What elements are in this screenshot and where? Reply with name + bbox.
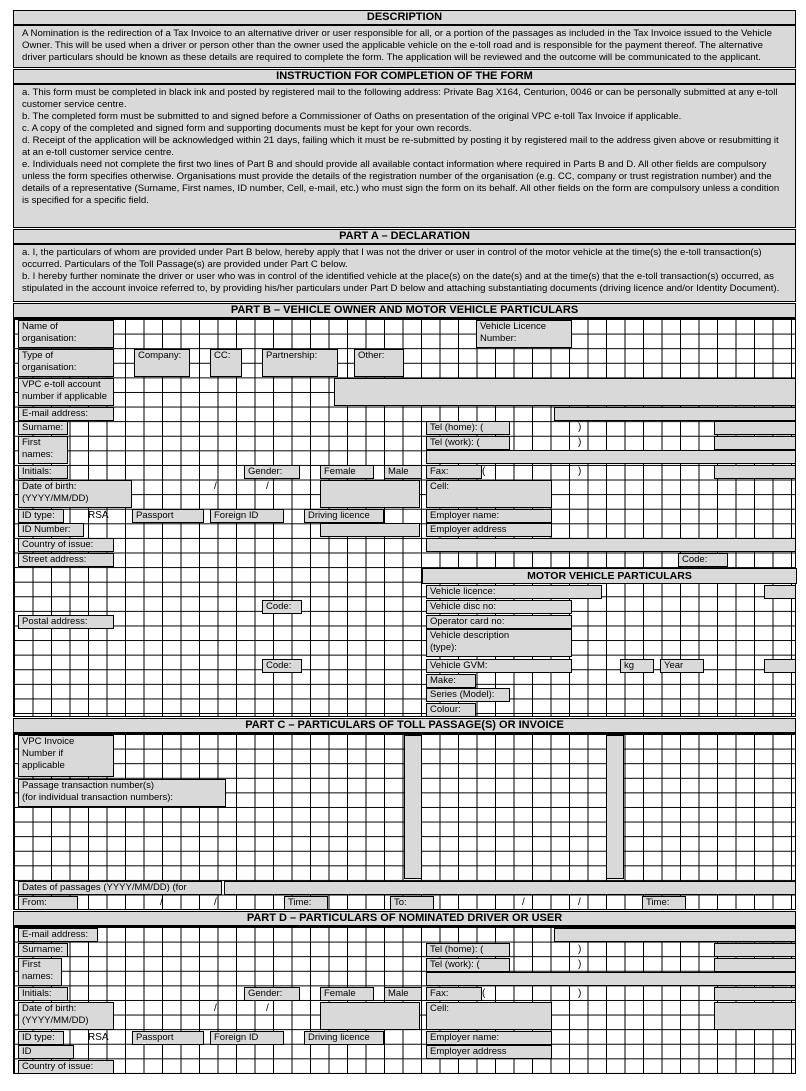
street-code-label: Code:	[678, 553, 728, 567]
employer-address-label: Employer address	[426, 523, 552, 537]
make-label: Make:	[426, 674, 476, 688]
d-tel-work-label: Tel (work): (	[426, 958, 510, 972]
d-dob-slash-1: /	[214, 1003, 217, 1014]
d-id-foreign-label: Foreign ID	[210, 1031, 284, 1045]
gender-label: Gender:	[244, 465, 300, 479]
declaration-b: b. I hereby further nominate the driver or user who was in control of the identified vehicle at the place(s) on the date(s) and at the time(s) that the e-toll transaction(s) occurred, as stipulated in the account invoice referred to, by providing his/her particulars under Part D below and attaching substantiating documents (driving licence and/or Identity Document).	[22, 271, 780, 294]
d-id-driving-licence-label: Driving licence	[304, 1031, 384, 1045]
part-a-text	[13, 244, 796, 302]
part-c-heading: PART C – PARTICULARS OF TOLL PASSAGE(S) OR INVOICE	[13, 718, 796, 733]
declaration-a: a. I, the particulars of whom are provided under Part B below, hereby apply that I was not the driver or user in control of the motor vehicle at the time(s) the e-toll transaction(s) occurred. Particulars of the Toll Passage(s) are provided under Part C below.	[22, 247, 762, 270]
d-country-label: Country of issue:	[18, 1060, 114, 1074]
to-slash-2: /	[578, 897, 581, 908]
year-label: Year	[660, 659, 704, 673]
d-gender-label: Gender:	[244, 987, 300, 1001]
part-c-separator-1	[404, 735, 422, 879]
male-label: Male	[384, 465, 422, 479]
dob-shade	[320, 480, 420, 508]
postal-code-label: Code:	[262, 659, 302, 673]
d-fax-label: Fax:	[426, 987, 482, 1001]
cc-label: CC:	[210, 349, 242, 377]
d-tel-work-close: )	[578, 959, 582, 970]
tel-home-shade	[714, 421, 796, 435]
part-d-heading: PART D – PARTICULARS OF NOMINATED DRIVER OR USER	[13, 911, 796, 926]
tel-home-close: )	[578, 422, 582, 433]
d-tel-home-close: )	[578, 944, 582, 955]
year-shade	[764, 659, 796, 673]
d-dob-slash-2: /	[266, 1003, 269, 1014]
d-tel-work-shade	[714, 958, 796, 972]
d-female-label: Female	[320, 987, 374, 1001]
fax-shade	[714, 465, 796, 479]
vehicle-disc-label: Vehicle disc no:	[426, 600, 572, 614]
d-tel-home-label: Tel (home): (	[426, 943, 510, 957]
from-time-label: Time:	[284, 896, 328, 910]
female-label: Female	[320, 465, 374, 479]
dob-slash-1: /	[214, 481, 217, 492]
description-text: A Nomination is the redirection of a Tax Invoice to an alternative driver or user responsible for all, or a portion of the passages as included in the Tax Invoice issued to the Vehicle Owner. This will be used when a driver or person other than the owner used the applicable vehicle on the e-toll road and is responsible for the payment thereof. The alternative driver particulars should be known as these details are required to complete the form. The application will be reviewed and the outcome will be communicated to the applicant.	[13, 25, 796, 68]
from-label: From:	[18, 896, 78, 910]
street-address-label: Street address:	[18, 553, 114, 567]
instruction-e: e. Individuals need not complete the first two lines of Part B and should provide all available contact information where required in Parts B and D. All other fields are compulsory unless the form specifies otherwise. Organisations must provide the details of the registration number of the organisation (e.g. CC, company or trust registration number) and the details of a representative (Surname, First names, ID number, Cell, e-mail, etc.) who must sign the form on its behalf. All other fields on the form are compulsory unless a condition is specified for a specific field.	[22, 159, 780, 206]
id-rsa-label: RSA	[88, 510, 109, 521]
id-passport-label: Passport	[132, 509, 204, 523]
vpc-account-label: VPC e-toll account number if applicable	[18, 378, 114, 406]
tel-home-label: Tel (home): (	[426, 421, 510, 435]
partnership-label: Partnership:	[262, 349, 338, 377]
instructions-heading: INSTRUCTION FOR COMPLETION OF THE FORM	[13, 69, 796, 84]
instruction-c: c. A copy of the completed and signed form and supporting documents must be kept for your own records.	[22, 123, 472, 134]
vehicle-gvm-label: Vehicle GVM:	[426, 659, 572, 673]
motor-vehicle-heading: MOTOR VEHICLE PARTICULARS	[422, 568, 797, 584]
id-number-shade	[320, 523, 420, 537]
vehicle-licence-number-label: Vehicle Licence Number:	[476, 320, 572, 348]
d-surname-label: Surname:	[18, 943, 68, 957]
from-slash-1: /	[160, 897, 163, 908]
vpc-account-shade	[334, 378, 796, 406]
d-employer-name-label: Employer name:	[426, 1031, 552, 1045]
instructions-text	[13, 84, 796, 228]
d-id-passport-label: Passport	[132, 1031, 204, 1045]
d-id-type-label: ID type:	[18, 1031, 64, 1045]
org-name-label: Name of organisation:	[18, 320, 114, 348]
part-d-grid[interactable]	[13, 926, 796, 1074]
part-b-heading: PART B – VEHICLE OWNER AND MOTOR VEHICLE PARTICULARS	[13, 303, 796, 318]
d-dob-shade	[320, 1002, 420, 1030]
d-initials-label: Initials:	[18, 987, 68, 1001]
dob-label: Date of birth: (YYYY/MM/DD)	[18, 480, 132, 508]
id-number-label: ID Number:	[18, 523, 84, 537]
other-label: Other:	[354, 349, 404, 377]
cell-label: Cell:	[426, 480, 552, 508]
passage-dates-label: Dates of passages (YYYY/MM/DD) (for	[18, 881, 222, 895]
d-cell-label: Cell:	[426, 1002, 552, 1030]
d-email-label: E-mail address:	[18, 928, 98, 942]
to-label: To:	[390, 896, 434, 910]
d-first-names-label: First names:	[18, 958, 62, 986]
to-time-label: Time:	[642, 896, 686, 910]
dob-slash-2: /	[266, 481, 269, 492]
operator-card-label: Operator card no:	[426, 615, 572, 629]
vpc-invoice-label: VPC Invoice Number if applicable	[18, 735, 114, 777]
company-label: Company:	[134, 349, 190, 377]
d-names-shade	[426, 972, 796, 986]
instruction-d: d. Receipt of the application will be acknowledged within 21 days, failing which it must be re-submitted by posting it by registered mail to the address given above or resubmitting it at an e-toll customer service centre.	[22, 135, 779, 158]
fax-open: (	[482, 466, 486, 477]
gvm-kg-label: kg	[620, 659, 654, 673]
series-label: Series (Model):	[426, 688, 510, 702]
part-a-heading: PART A – DECLARATION	[13, 229, 796, 244]
d-tel-home-shade	[714, 943, 796, 957]
email-label: E-mail address:	[18, 407, 114, 421]
d-fax-open: (	[482, 988, 486, 999]
email-shade	[554, 407, 796, 421]
tel-work-label: Tel (work): (	[426, 436, 510, 450]
from-slash-2: /	[214, 897, 217, 908]
d-id-number-label: ID	[18, 1045, 74, 1059]
to-slash-1: /	[522, 897, 525, 908]
surname-label: Surname:	[18, 421, 68, 435]
initials-label: Initials:	[18, 465, 68, 479]
d-fax-close: )	[578, 988, 582, 999]
d-cell-shade	[714, 1002, 796, 1030]
passage-transaction-label: Passage transaction number(s) (for individual transaction numbers):	[18, 779, 226, 807]
part-b-grid[interactable]	[13, 318, 796, 717]
street-code-2-label: Code:	[262, 600, 302, 614]
description-heading: DESCRIPTION	[13, 10, 796, 25]
id-type-label: ID type:	[18, 509, 64, 523]
d-id-rsa-label: RSA	[88, 1032, 109, 1043]
org-type-label: Type of organisation:	[18, 349, 114, 377]
d-fax-shade	[714, 987, 796, 1001]
d-employer-address-label: Employer address	[426, 1045, 552, 1059]
tel-work-close: )	[578, 437, 582, 448]
d-male-label: Male	[384, 987, 422, 1001]
vehicle-description-label: Vehicle description (type):	[426, 629, 572, 657]
first-names-label: First names:	[18, 436, 68, 464]
vehicle-licence-shade	[764, 585, 796, 599]
country-label: Country of issue:	[18, 538, 114, 552]
instruction-b: b. The completed form must be submitted to and signed before a Commissioner of Oaths on presentation of the original VPC e-toll Tax Invoice if applicable.	[22, 111, 682, 122]
instruction-a: a. This form must be completed in black ink and posted by registered mail to the following address: Private Bag X164, Centurion, 0046 or can be personally submitted at any e-toll customer service centre.	[22, 87, 778, 110]
part-c-grid[interactable]	[13, 733, 796, 910]
postal-address-label: Postal address:	[18, 615, 114, 629]
colour-label: Colour:	[426, 703, 476, 717]
employer-name-label: Employer name:	[426, 509, 552, 523]
passage-dates-shade	[224, 881, 796, 895]
employer-shade	[426, 538, 796, 552]
names-shade	[426, 450, 796, 464]
id-driving-licence-label: Driving licence	[304, 509, 384, 523]
vehicle-licence-label: Vehicle licence:	[426, 585, 602, 599]
id-foreign-label: Foreign ID	[210, 509, 284, 523]
fax-label: Fax:	[426, 465, 482, 479]
part-c-separator-2	[606, 735, 624, 879]
d-email-shade	[554, 928, 796, 942]
fax-close: )	[578, 466, 582, 477]
d-dob-label: Date of birth: (YYYY/MM/DD)	[18, 1002, 114, 1030]
tel-work-shade	[714, 436, 796, 450]
